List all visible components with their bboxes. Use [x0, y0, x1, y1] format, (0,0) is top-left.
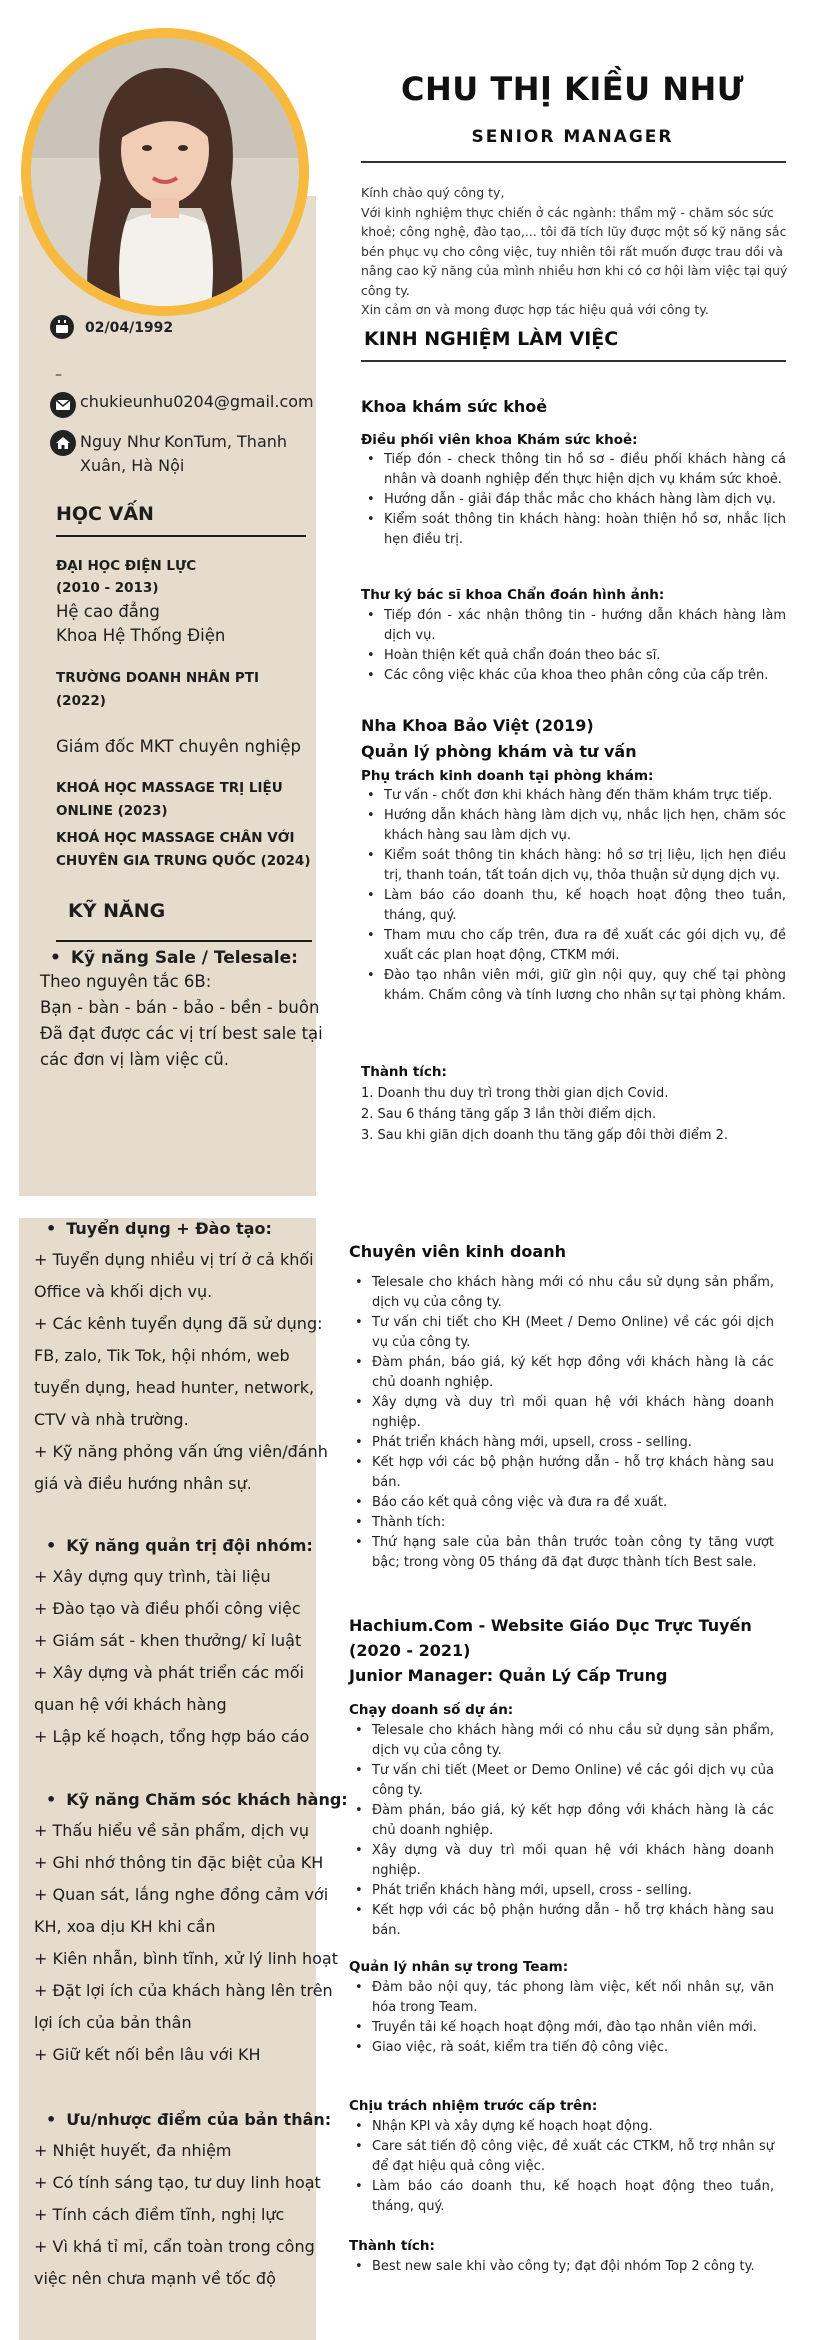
job4-achievements [349, 2257, 774, 2277]
job4-resp-label: Chịu trách nhiệm trước cấp trên: [349, 2098, 598, 2114]
skill-pros-heading: • Ưu/nhược điểm của bản thân: [46, 2110, 331, 2129]
job4-company: Hachium.Com - Website Giáo Dục Trực Tuyến [349, 1616, 752, 1635]
job2-achievement: 1. Doanh thu duy trì trong thời gian dịch Covid. [361, 1086, 669, 1101]
skill-care-item: + Kiên nhẫn, bình tĩnh, xử lý linh hoạt [34, 1949, 338, 1968]
job4-resp-item: • Làm báo cáo doanh thu, kế hoạch hoạt động theo tuần, tháng, quý. [372, 2177, 774, 2217]
skill-care-item: KH, xoa dịu KH khi cần [34, 1917, 216, 1936]
job4-resp-list [349, 2117, 774, 2217]
skill-care-heading: • Kỹ năng Chăm sóc khách hàng: [46, 1790, 348, 1809]
skill-recruit-item: Office và khối dịch vụ. [34, 1282, 213, 1301]
job3-list [349, 1273, 774, 1573]
skill-team-list [34, 1561, 309, 1753]
job1-role1-item: • Tiếp đón - check thông tin hồ sơ - điều phối khách hàng cá nhân và doanh nghiệp đến thực hiện dịch vụ khám sức khoẻ. [384, 450, 786, 490]
job4-sales-item: • Kết hợp với các bộ phận hướng dẫn - hỗ trợ khách hàng sau bán. [372, 1901, 774, 1941]
job3-item: • Thành tích: [372, 1513, 774, 1533]
job1-role1-item: • Hướng dẫn - giải đáp thắc mắc cho khách hàng làm dịch vụ. [384, 490, 786, 510]
course2-line2: CHUYÊN GIA TRUNG QUỐC (2024) [56, 853, 311, 869]
skill-recruit-item: + Kỹ năng phỏng vấn ứng viên/đánh [34, 1442, 328, 1461]
job1-role1-list [361, 450, 786, 550]
job2-item: • Đào tạo nhân viên mới, giữ gìn nội quy, quy chế tại phòng khám. Chấm công và tính lương cho nhân sự tại phòng khám. [384, 966, 786, 1006]
job4-sales-item: • Telesale cho khách hàng mới có nhu cầu sử dụng sản phẩm, dịch vụ của công ty. [372, 1721, 774, 1761]
skills-divider [56, 940, 312, 942]
skill-recruit-item: + Các kênh tuyển dụng đã sử dụng: [34, 1314, 323, 1333]
skill-care-list [34, 1815, 338, 2071]
job2-achievement: 2. Sau 6 tháng tăng gấp 3 lần thời điểm dịch. [361, 1107, 657, 1122]
skill-care-item: + Thấu hiểu về sản phẩm, dịch vụ [34, 1821, 309, 1840]
skill-team-item: + Lập kế hoạch, tổng hợp báo cáo [34, 1727, 310, 1746]
skill-pros-item: + Nhiệt huyết, đa nhiệm [34, 2141, 232, 2160]
job3-item: • Xây dựng và duy trì mối quan hệ với khách hàng doanh nghiệp. [372, 1393, 774, 1433]
experience-divider [361, 360, 786, 362]
home-icon [50, 430, 76, 456]
school2-years: (2022) [56, 693, 106, 709]
job3-item: • Tư vấn chi tiết cho KH (Meet / Demo Online) về các gói dịch vụ của công ty. [372, 1313, 774, 1353]
skill-care-item: + Đặt lợi ích của khách hàng lên trên [34, 1981, 333, 2000]
school1-level: Hệ cao đẳng [56, 602, 160, 621]
education-heading: HỌC VẤN [56, 503, 154, 525]
intro-closing: Xin cảm ơn và mong được hợp tác hiệu quả với công ty. [361, 302, 709, 317]
skill-team-item: + Xây dựng quy trình, tài liệu [34, 1567, 271, 1586]
course1-line2: ONLINE (2023) [56, 803, 168, 819]
school2-title: Giám đốc MKT chuyên nghiệp [56, 737, 301, 756]
course1-line1: KHOÁ HỌC MASSAGE TRỊ LIỆU [56, 780, 283, 796]
job4-achievement: • Best new sale khi vào công ty; đạt đội nhóm Top 2 công ty. [372, 2257, 774, 2277]
job4-sales-item: • Tư vấn chi tiết (Meet or Demo Online) về các gói dịch vụ của công ty. [372, 1761, 774, 1801]
experience-heading: KINH NGHIỆM LÀM VIỆC [364, 328, 619, 350]
job2-item: • Kiểm soát thông tin khách hàng: hồ sơ trị liệu, lịch hẹn điều trị, thanh toán, tất toán dịch vụ, thỏa thuận sử dụng dịch vụ. [384, 846, 786, 886]
candidate-role: SENIOR MANAGER [471, 127, 674, 147]
job3-item: • Báo cáo kết quả công việc và đưa ra đề xuất. [372, 1493, 774, 1513]
skill-care-item: lợi ích của bản thân [34, 2013, 192, 2032]
job1-role2-item: • Các công việc khác của khoa theo phân công của cấp trên. [384, 666, 786, 686]
job2-achievements [361, 1083, 728, 1146]
school1-years: (2010 - 2013) [56, 580, 159, 596]
skill-sales-list [40, 969, 323, 1073]
intro-body: Với kinh nghiệm thực chiến ở các ngành: thẩm mỹ - chăm sóc sức khoẻ; công nghệ, đào tạo,... tôi đã tích lũy được một số kỹ năng sắc bén phục vụ cho công việc, tuy nhiên tôi rất muốn được trau dồi và nâng cao kỹ năng của mình nhiều hơn khi có cơ hội làm việc tại quý công ty. [361, 204, 788, 298]
job2-role: Phụ trách kinh doanh tại phòng khám: [361, 768, 654, 784]
skill-team-item: + Giám sát - khen thưởng/ kỉ luật [34, 1631, 302, 1650]
skill-sales-item: Bạn - bàn - bán - bảo - bền - buôn [40, 998, 320, 1017]
job3-item: • Kết hợp với các bộ phận hướng dẫn - hỗ trợ khách hàng sau bán. [372, 1453, 774, 1493]
job4-title: Junior Manager: Quản Lý Cấp Trung [349, 1666, 668, 1685]
birthday: 02/04/1992 [85, 320, 174, 336]
job2-item: • Tham mưu cho cấp trên, đưa ra đề xuất các gói dịch vụ, đề xuất các plan hoạt động, CTKM mới. [384, 926, 786, 966]
job4-sales-item: • Đàm phán, báo giá, ký kết hợp đồng với khách hàng là các chủ doanh nghiệp. [372, 1801, 774, 1841]
job2-item: • Làm báo cáo doanh thu, kế hoạch hoạt động theo tuần, tháng, quý. [384, 886, 786, 926]
address-line-1: Nguy Như KonTum, Thanh [80, 432, 288, 451]
intro-letter [361, 183, 791, 320]
job4-team-item: • Truyền tải kế hoạch hoạt động mới, đào tạo nhân viên mới. [372, 2018, 774, 2038]
job1-role1: Điều phối viên khoa Khám sức khoẻ: [361, 432, 638, 448]
address-line-2: Xuân, Hà Nội [80, 456, 185, 475]
job4-team-list [349, 1978, 774, 2058]
skill-pros-item: việc nên chưa mạnh về tốc độ [34, 2269, 276, 2288]
job4-sales-list [349, 1721, 774, 1941]
skill-care-item: + Giữ kết nối bền lâu với KH [34, 2045, 261, 2064]
job3-item: • Phát triển khách hàng mới, upsell, cross - selling. [372, 1433, 774, 1453]
skill-pros-item: + Có tính sáng tạo, tư duy linh hoạt [34, 2173, 321, 2192]
skill-team-item: + Xây dựng và phát triển các mối [34, 1663, 304, 1682]
job4-sales-item: • Xây dựng và duy trì mối quan hệ với khách hàng doanh nghiệp. [372, 1841, 774, 1881]
job3-item: • Đàm phán, báo giá, ký kết hợp đồng với khách hàng là các chủ doanh nghiệp. [372, 1353, 774, 1393]
skill-care-item: + Quan sát, lắng nghe đồng cảm với [34, 1885, 329, 1904]
skill-sales-heading: • Kỹ năng Sale / Telesale: [50, 948, 298, 968]
job4-team-label: Quản lý nhân sự trong Team: [349, 1959, 569, 1975]
job4-sales-item: • Phát triển khách hàng mới, upsell, cross - selling. [372, 1881, 774, 1901]
skill-sales-item: các đơn vị làm việc cũ. [40, 1050, 229, 1069]
skill-pros-item: + Vì khá tỉ mỉ, cẩn toàn trong công [34, 2237, 315, 2256]
job1-role2-item: • Hoàn thiện kết quả chẩn đoán theo bác sĩ. [384, 646, 786, 666]
skill-care-item: + Ghi nhớ thông tin đặc biệt của KH [34, 1853, 324, 1872]
job1-role1-item: • Kiểm soát thông tin khách hàng: hoàn thiện hồ sơ, nhắc lịch hẹn điều trị. [384, 510, 786, 550]
skill-team-item: + Đào tạo và điều phối công việc [34, 1599, 301, 1618]
job2-achievements-label: Thành tích: [361, 1064, 447, 1080]
candidate-name: CHU THỊ KIỀU NHƯ [400, 70, 745, 108]
course2-line1: KHOÁ HỌC MASSAGE CHÂN VỚI [56, 830, 295, 846]
calendar-icon [50, 315, 74, 339]
job2-achievement: 3. Sau khi giãn dịch doanh thu tăng gấp đôi thời điểm 2. [361, 1128, 729, 1143]
job2-item: • Tư vấn - chốt đơn khi khách hàng đến thăm khám trực tiếp. [384, 786, 786, 806]
job4-team-item: • Đảm bảo nội quy, tác phong làm việc, kết nối nhân sự, văn hóa trong Team. [372, 1978, 774, 2018]
skill-pros-item: + Tính cách điềm tĩnh, nghị lực [34, 2205, 285, 2224]
school1-major: Khoa Hệ Thống Điện [56, 626, 226, 645]
header-divider [361, 161, 786, 163]
skills-heading: KỸ NĂNG [68, 900, 166, 922]
job2-company: Nha Khoa Bảo Việt (2019) [361, 716, 594, 735]
mail-icon [50, 392, 76, 418]
job4-sales-label: Chạy doanh số dự án: [349, 1702, 514, 1718]
job4-achievements-label: Thành tích: [349, 2238, 435, 2254]
job1-company: Khoa khám sức khoẻ [361, 397, 548, 416]
job1-role2-item: • Tiếp đón - xác nhận thông tin - hướng dẫn khách hàng làm dịch vụ. [384, 606, 786, 646]
school2-name: TRƯỜNG DOANH NHÂN PTI [56, 670, 259, 686]
contact-separator: – [55, 367, 62, 383]
skill-team-item: quan hệ với khách hàng [34, 1695, 227, 1714]
job4-resp-item: • Care sát tiến độ công việc, đề xuất các CTKM, hỗ trợ nhân sự để đạt hiệu quả công việc. [372, 2137, 774, 2177]
skill-recruit-item: CTV và nhà trường. [34, 1410, 189, 1429]
avatar-portrait [31, 38, 299, 306]
skill-team-heading: • Kỹ năng quản trị đội nhóm: [46, 1536, 313, 1555]
job4-years: (2020 - 2021) [349, 1641, 471, 1660]
skill-recruit-item: + Tuyển dụng nhiều vị trí ở cả khối [34, 1250, 314, 1269]
skill-pros-list [34, 2135, 321, 2295]
job2-list [361, 786, 786, 1006]
skill-recruit-list [34, 1244, 328, 1500]
avatar [31, 38, 299, 306]
job3-item: • Telesale cho khách hàng mới có nhu cầu sử dụng sản phẩm, dịch vụ của công ty. [372, 1273, 774, 1313]
skill-recruit-item: giá và điều hướng nhân sự. [34, 1474, 252, 1493]
job3-title: Chuyên viên kinh doanh [349, 1242, 566, 1261]
intro-greeting: Kính chào quý công ty, [361, 185, 505, 200]
skill-recruit-item: tuyển dụng, head hunter, network, [34, 1378, 315, 1397]
job2-item: • Hướng dẫn khách hàng làm dịch vụ, nhắc lịch hẹn, chăm sóc khách hàng sau làm dịch vụ. [384, 806, 786, 846]
email[interactable]: chukieunhu0204@gmail.com [80, 392, 314, 411]
job1-role2-list [361, 606, 786, 686]
education-divider [56, 535, 306, 537]
skill-sales-item: Theo nguyên tắc 6B: [40, 972, 212, 991]
job1-role2: Thư ký bác sĩ khoa Chẩn đoán hình ảnh: [361, 587, 665, 603]
job2-title: Quản lý phòng khám và tư vấn [361, 742, 637, 761]
skill-sales-item: Đã đạt được các vị trí best sale tại [40, 1024, 323, 1043]
job3-item: • Thứ hạng sale của bản thân trước toàn công ty tăng vượt bậc; trong vòng 05 tháng đã đạt được thành tích Best sale. [372, 1533, 774, 1573]
skill-recruit-heading: • Tuyển dụng + Đào tạo: [46, 1219, 272, 1238]
skill-recruit-item: FB, zalo, Tik Tok, hội nhóm, web [34, 1346, 290, 1365]
school1-name: ĐẠI HỌC ĐIỆN LỰC [56, 558, 197, 574]
job4-resp-item: • Nhận KPI và xây dựng kế hoạch hoạt động. [372, 2117, 774, 2137]
job4-team-item: • Giao việc, rà soát, kiểm tra tiến độ công việc. [372, 2038, 774, 2058]
